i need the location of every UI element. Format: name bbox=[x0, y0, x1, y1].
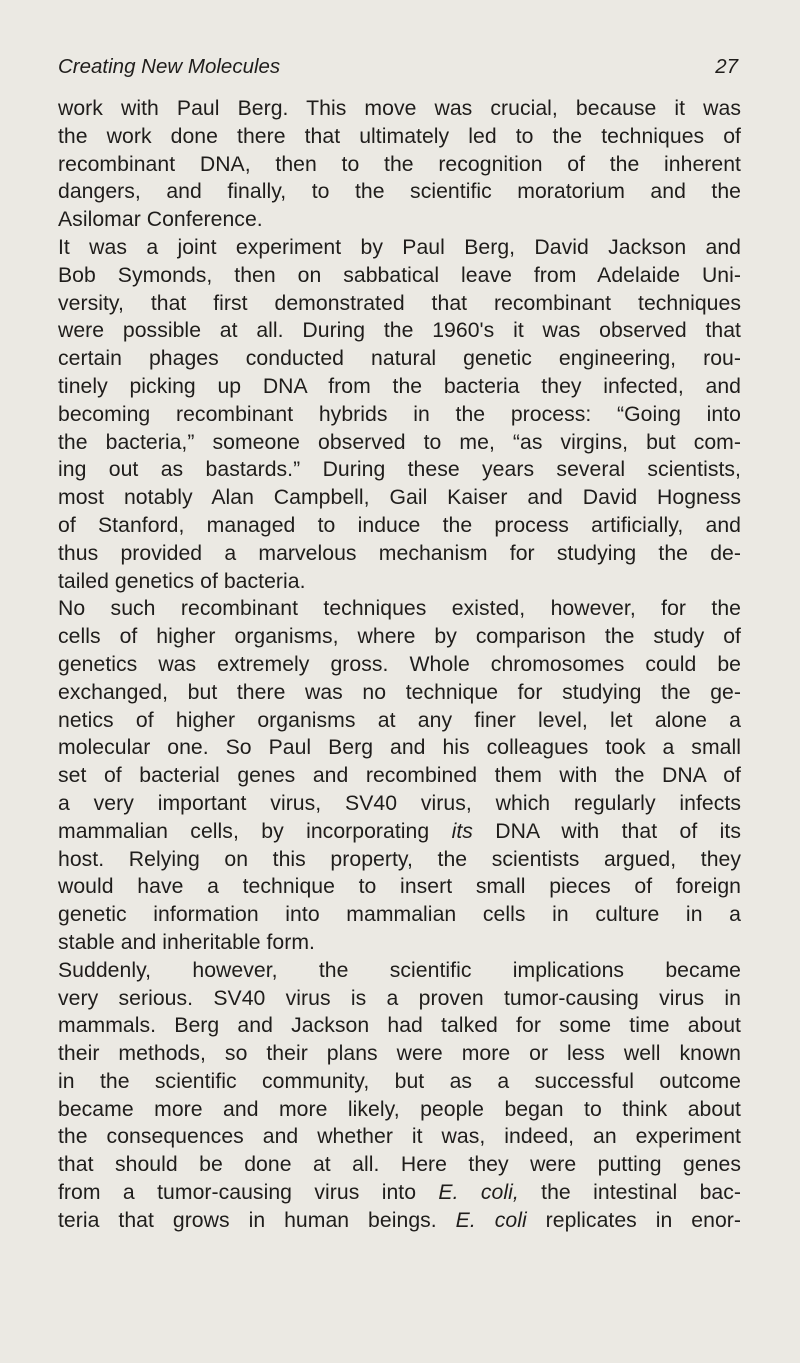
running-head bbox=[58, 52, 738, 82]
text-segment: from a tumor-causing virus into bbox=[58, 1181, 439, 1205]
text-line bbox=[58, 484, 741, 512]
text-segment: genetic information into mammalian cells in culture in a bbox=[58, 903, 741, 927]
text-line bbox=[58, 957, 741, 985]
text-segment: were possible at all. During the 1960's it was observed that bbox=[58, 319, 741, 343]
text-segment: became more and more likely, people began to think about bbox=[58, 1097, 741, 1121]
text-line bbox=[58, 317, 741, 345]
text-segment: work with Paul Berg. This move was crucial, because it was bbox=[58, 97, 741, 120]
text-line bbox=[58, 512, 741, 540]
text-segment: host. Relying on this property, the scientists argued, they bbox=[58, 847, 741, 871]
text-line bbox=[58, 734, 741, 762]
text-line bbox=[58, 762, 741, 790]
text-line bbox=[58, 1040, 741, 1068]
italic-text: its bbox=[451, 819, 473, 843]
text-line bbox=[58, 873, 741, 901]
text-line bbox=[58, 679, 741, 707]
text-segment: No such recombinant techniques existed, however, for the bbox=[58, 597, 741, 621]
text-segment: most notably Alan Campbell, Gail Kaiser and David Hogness bbox=[58, 486, 741, 510]
text-segment: tailed genetics of bacteria. bbox=[58, 569, 306, 593]
running-head-title: Creating New Molecules bbox=[58, 55, 281, 78]
text-line bbox=[58, 345, 741, 373]
text-line bbox=[58, 234, 741, 262]
text-segment: teria that grows in human beings. bbox=[58, 1208, 456, 1232]
text-line bbox=[58, 595, 741, 623]
text-segment: certain phages conducted natural genetic engineering, rou- bbox=[58, 347, 741, 371]
text-segment: becoming recombinant hybrids in the process: “Going into bbox=[58, 402, 741, 426]
text-segment: the intestinal bac- bbox=[518, 1181, 742, 1205]
page-number: 27 bbox=[715, 55, 738, 78]
text-line bbox=[58, 1179, 741, 1207]
text-line bbox=[58, 123, 741, 151]
text-line bbox=[58, 429, 741, 457]
text-segment: genetics was extremely gross. Whole chromosomes could be bbox=[58, 652, 741, 676]
text-segment: It was a joint experiment by Paul Berg, David Jackson and bbox=[58, 235, 741, 259]
text-line bbox=[58, 1068, 741, 1096]
text-segment: Bob Symonds, then on sabbatical leave from Adelaide Uni- bbox=[58, 263, 741, 287]
text-line bbox=[58, 929, 741, 957]
text-segment: the bacteria,” someone observed to me, “as virgins, but com- bbox=[58, 430, 741, 454]
text-line bbox=[58, 401, 741, 429]
text-segment: cells of higher organisms, where by comparison the study of bbox=[58, 625, 741, 649]
italic-text: E. coli, bbox=[438, 1181, 519, 1205]
text-line bbox=[58, 178, 741, 206]
text-line bbox=[58, 846, 741, 874]
text-segment: their methods, so their plans were more or less well known bbox=[58, 1042, 741, 1066]
text-segment: stable and inheritable form. bbox=[58, 930, 315, 954]
text-line bbox=[58, 707, 741, 735]
text-segment: of Stanford, managed to induce the process artificially, and bbox=[58, 513, 741, 537]
text-line bbox=[58, 651, 741, 679]
body-text bbox=[58, 95, 741, 1235]
text-segment: mammalian cells, by incorporating bbox=[58, 819, 452, 843]
text-segment: DNA with that of its bbox=[472, 819, 741, 843]
text-line bbox=[58, 1207, 741, 1235]
text-segment: versity, that first demonstrated that recombinant techniques bbox=[58, 291, 741, 315]
text-segment: thus provided a marvelous mechanism for studying the de- bbox=[58, 541, 741, 565]
text-segment: molecular one. So Paul Berg and his colleagues took a small bbox=[58, 736, 741, 760]
text-line bbox=[58, 540, 741, 568]
text-line bbox=[58, 290, 741, 318]
text-line bbox=[58, 456, 741, 484]
text-segment: exchanged, but there was no technique for studying the ge- bbox=[58, 680, 741, 704]
text-segment: Suddenly, however, the scientific implications became bbox=[58, 958, 741, 982]
text-line bbox=[58, 206, 741, 234]
text-segment: a very important virus, SV40 virus, which regularly infects bbox=[58, 791, 741, 815]
text-line bbox=[58, 151, 741, 179]
text-line bbox=[58, 262, 741, 290]
text-segment: mammals. Berg and Jackson had talked for some time about bbox=[58, 1014, 741, 1038]
text-line bbox=[58, 623, 741, 651]
text-segment: very serious. SV40 virus is a proven tumor-causing virus in bbox=[58, 986, 741, 1010]
text-line bbox=[58, 568, 741, 596]
text-segment: set of bacterial genes and recombined them with the DNA of bbox=[58, 764, 741, 788]
text-segment: ing out as bastards.” During these years several scientists, bbox=[58, 458, 741, 482]
italic-text: E. coli bbox=[455, 1208, 527, 1232]
text-segment: recombinant DNA, then to the recognition of the inherent bbox=[58, 152, 741, 176]
text-line bbox=[58, 1123, 741, 1151]
text-segment: replicates in enor- bbox=[526, 1208, 741, 1232]
text-segment: would have a technique to insert small pieces of foreign bbox=[58, 875, 741, 899]
text-segment: netics of higher organisms at any finer level, let alone a bbox=[58, 708, 741, 732]
text-line bbox=[58, 1151, 741, 1179]
text-line bbox=[58, 985, 741, 1013]
text-segment: Asilomar Conference. bbox=[58, 208, 263, 232]
text-segment: the work done there that ultimately led to the techniques of bbox=[58, 124, 741, 148]
text-line bbox=[58, 1096, 741, 1124]
text-segment: tinely picking up DNA from the bacteria they infected, and bbox=[58, 374, 741, 398]
text-line bbox=[58, 1012, 741, 1040]
text-segment: that should be done at all. Here they were putting genes bbox=[58, 1153, 741, 1177]
text-line bbox=[58, 95, 741, 123]
text-line bbox=[58, 790, 741, 818]
text-segment: the consequences and whether it was, indeed, an experiment bbox=[58, 1125, 741, 1149]
text-line bbox=[58, 373, 741, 401]
text-segment: in the scientific community, but as a successful outcome bbox=[58, 1069, 741, 1093]
text-line bbox=[58, 818, 741, 846]
text-segment: dangers, and finally, to the scientific moratorium and the bbox=[58, 180, 741, 204]
text-line bbox=[58, 901, 741, 929]
